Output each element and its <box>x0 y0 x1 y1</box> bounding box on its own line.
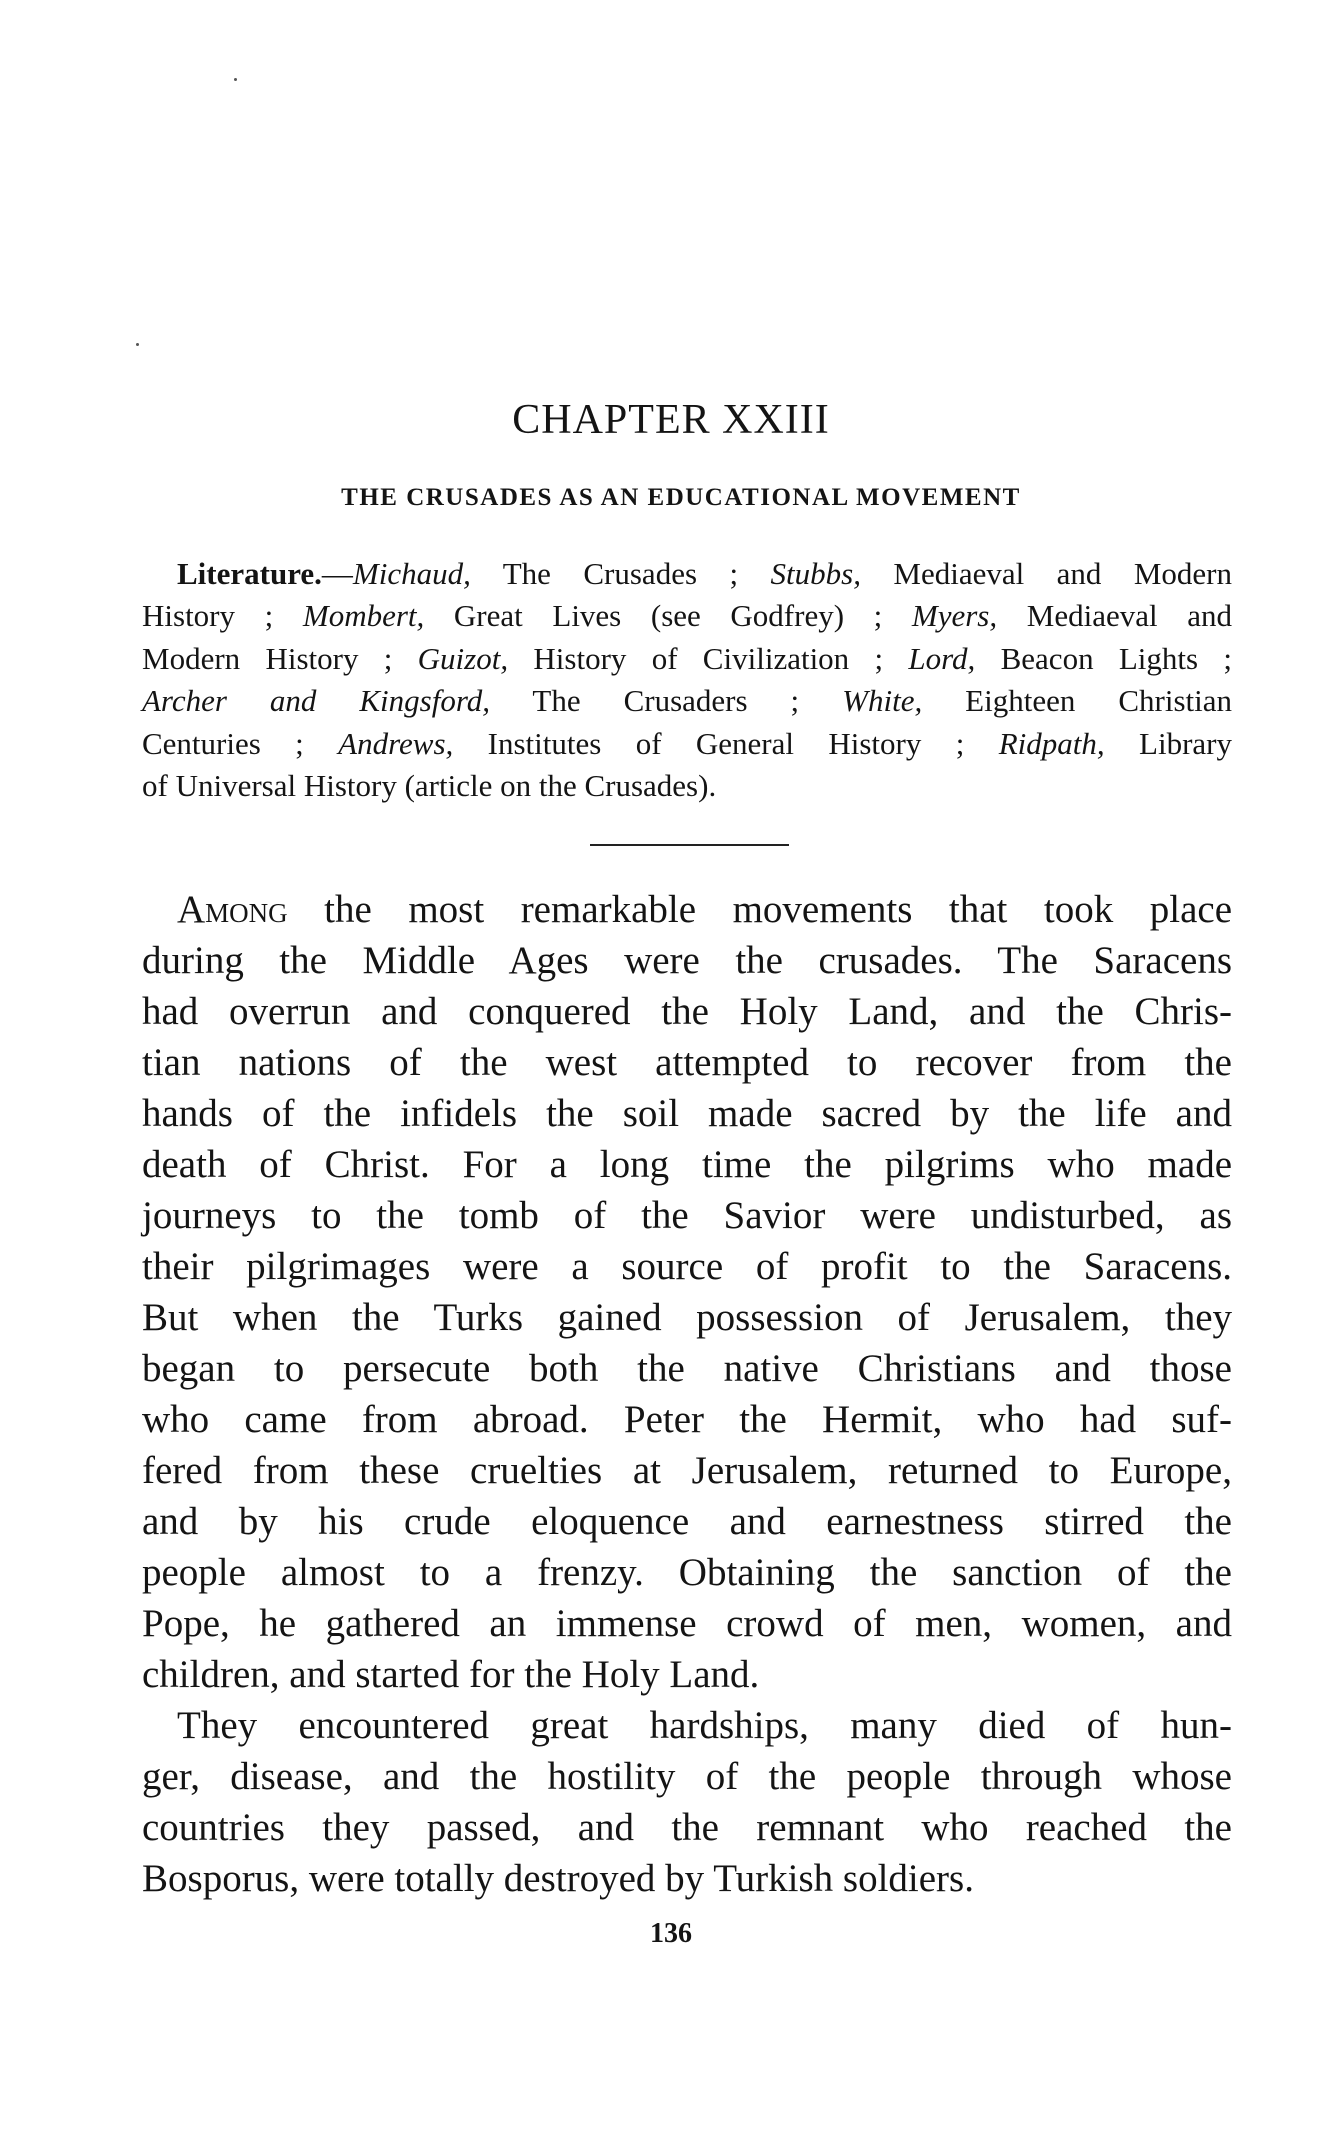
text-segment: the most remarkable movements that took place <box>287 888 1232 931</box>
body-line <box>142 1190 1232 1241</box>
literature-line <box>142 638 1232 680</box>
body-line <box>142 1496 1232 1547</box>
text-segment: people almost to a frenzy. Obtaining the sanction of the <box>142 1551 1232 1594</box>
cited-author: White, <box>842 683 923 719</box>
text-segment: countries they passed, and the remnant who reached the <box>142 1806 1232 1849</box>
text-segment: journeys to the tomb of the Savior were undisturbed, as <box>142 1194 1232 1237</box>
chapter-title: CHAPTER XXIII <box>512 397 830 443</box>
body-line <box>142 1802 1232 1853</box>
body-line <box>142 1292 1232 1343</box>
text-segment: who came from abroad. Peter the Hermit, who had suf- <box>142 1398 1232 1441</box>
cited-author: Guizot, <box>417 640 509 676</box>
body-line <box>142 986 1232 1037</box>
cited-author: Michaud, <box>352 556 471 591</box>
body-line <box>142 1751 1232 1802</box>
text-segment: Centuries ; <box>142 725 339 761</box>
text-segment: children, and started for the Holy Land. <box>142 1653 760 1696</box>
text-segment: Bosporus, were totally destroyed by Turkish soldiers. <box>142 1857 974 1900</box>
cited-author: Mombert, <box>302 598 425 634</box>
text-segment: during the Middle Ages were the crusades. The Saracens <box>142 939 1232 982</box>
body-line <box>142 1343 1232 1394</box>
body-line <box>142 1139 1232 1190</box>
literature-line <box>142 595 1232 637</box>
body-line <box>142 1445 1232 1496</box>
text-segment: fered from these cruelties at Jerusalem, returned to Europe, <box>142 1449 1232 1492</box>
cited-author: Lord, <box>908 640 976 676</box>
text-segment: death of Christ. For a long time the pilgrims who made <box>142 1143 1232 1186</box>
cited-author: Stubbs, <box>770 556 861 591</box>
literature-line <box>177 553 1232 595</box>
text-segment: began to persecute both the native Christians and those <box>142 1347 1232 1390</box>
text-segment: their pilgrimages were a source of profit to the Saracens. <box>142 1245 1232 1288</box>
literature-line <box>142 723 1232 765</box>
text-segment: They encountered great hardships, many died of hun- <box>177 1704 1232 1747</box>
text-segment: Literature. <box>177 556 322 591</box>
cited-author: Ridpath, <box>998 725 1105 761</box>
text-segment: hands of the infidels the soil made sacred by the life and <box>142 1092 1232 1135</box>
body-line <box>142 935 1232 986</box>
body-line <box>142 1241 1232 1292</box>
text-segment: Mediaeval and <box>997 598 1232 634</box>
body-line <box>142 1853 1232 1904</box>
text-segment: Beacon Lights ; <box>975 640 1233 676</box>
body-line <box>142 1037 1232 1088</box>
text-segment: ger, disease, and the hostility of the people through whose <box>142 1755 1232 1798</box>
body-line <box>142 1547 1232 1598</box>
text-segment: Modern History ; <box>142 640 418 676</box>
text-segment: tian nations of the west attempted to recover from the <box>142 1041 1232 1084</box>
text-segment: The Crusaders ; <box>490 683 843 719</box>
literature-line <box>142 680 1232 722</box>
text-segment: of Universal History (article on the Crusades). <box>142 768 717 803</box>
text-segment: But when the Turks gained possession of Jerusalem, they <box>142 1296 1232 1339</box>
speck <box>234 78 237 81</box>
body-line <box>142 1394 1232 1445</box>
body-line <box>142 1598 1232 1649</box>
cited-author: Myers, <box>911 598 998 634</box>
body-line <box>177 1700 1232 1751</box>
body-line <box>142 1649 1232 1700</box>
text-segment: had overrun and conquered the Holy Land, and the Chris- <box>142 990 1232 1033</box>
speck <box>136 343 139 346</box>
text-segment: Institutes of General History ; <box>453 725 999 761</box>
body-line <box>177 884 1232 935</box>
text-segment: The Crusades ; <box>470 556 771 591</box>
body-line <box>142 1088 1232 1139</box>
text-segment: Pope, he gathered an immense crowd of men, women, and <box>142 1602 1232 1645</box>
cited-author: Archer and Kingsford, <box>142 683 491 719</box>
text-segment: History of Civilization ; <box>508 640 909 676</box>
text-segment: — <box>321 556 353 591</box>
text-segment: Library <box>1104 725 1232 761</box>
text-segment: Mediaeval and Modern <box>860 556 1232 591</box>
text-segment: Great Lives (see Godfrey) ; <box>424 598 912 634</box>
text-segment: Among <box>177 888 288 931</box>
cited-author: Andrews, <box>338 725 454 761</box>
chapter-subtitle: THE CRUSADES AS AN EDUCATIONAL MOVEMENT <box>341 484 1021 511</box>
text-segment: History ; <box>142 598 303 634</box>
section-divider <box>590 844 789 846</box>
literature-line <box>142 765 1232 807</box>
text-segment: Eighteen Christian <box>922 683 1232 719</box>
page-number: 136 <box>650 1918 692 1949</box>
text-segment: and by his crude eloquence and earnestness stirred the <box>142 1500 1232 1543</box>
